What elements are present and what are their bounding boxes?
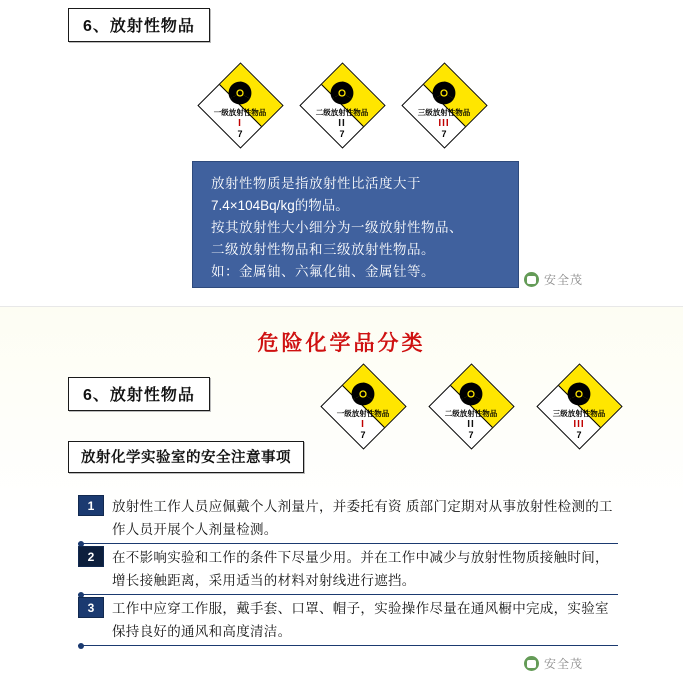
item-text: 放射性工作人员应佩戴个人剂量片，并委托有资 质部门定期对从事放射性检测的工作人员开展个人剂量检测。 [112, 499, 613, 537]
sign-roman: I [238, 118, 242, 129]
sign-roman: III [438, 118, 450, 129]
sign-label: 三级放射性物品 [417, 108, 471, 117]
definition-line-3: 按其放射性大小细分为一级放射性物品、 [211, 220, 463, 235]
sign-number: 7 [339, 129, 345, 139]
safety-notes-list [78, 495, 618, 648]
radioactive-trefoil-icon [566, 381, 592, 407]
sign-number: 7 [360, 430, 366, 440]
page-title: 危险化学品分类 [257, 332, 426, 355]
definition-box [192, 161, 519, 288]
radioactive-sign-level-3-b [536, 363, 622, 449]
sign-roman: I [361, 419, 365, 430]
watermark-logo-icon [524, 656, 539, 671]
radioactive-trefoil-icon [329, 80, 355, 106]
sign-content [402, 63, 486, 147]
section-heading-bottom: 6、放射性物品 [68, 377, 210, 411]
top-panel [0, 0, 683, 307]
definition-line-5: 如：金属铀、六氟化铀、金属钍等。 [211, 264, 435, 279]
item-divider [78, 594, 618, 595]
item-number-badge: 3 [78, 597, 104, 618]
list-item [78, 495, 618, 544]
item-text: 在不影响实验和工作的条件下尽量少用。并在工作中减少与放射性物质接触时间，增长接触距离，采用适当的材料对射线进行遮挡。 [112, 550, 609, 588]
watermark-top [524, 271, 583, 288]
sign-number: 7 [441, 129, 447, 139]
item-divider [78, 645, 618, 646]
sub-heading: 放射化学实验室的安全注意事项 [68, 441, 304, 473]
bottom-panel [0, 307, 683, 687]
sign-roman: III [573, 419, 585, 430]
sign-content [300, 63, 384, 147]
item-number-badge: 1 [78, 495, 104, 516]
item-number-badge: 2 [78, 546, 104, 567]
sign-label: 一级放射性物品 [213, 108, 267, 117]
sign-number: 7 [468, 430, 474, 440]
definition-line-4: 二级放射性物品和三级放射性物品。 [211, 242, 435, 257]
sign-roman: II [467, 419, 475, 430]
watermark-bottom [524, 655, 583, 672]
sign-label: 一级放射性物品 [336, 409, 390, 418]
watermark-text: 安全茂 [544, 657, 584, 671]
sign-roman: II [338, 118, 346, 129]
radioactive-trefoil-icon [227, 80, 253, 106]
list-item [78, 597, 618, 646]
section-heading-top: 6、放射性物品 [68, 8, 210, 42]
radioactive-sign-level-1-b [320, 363, 406, 449]
sign-number: 7 [576, 430, 582, 440]
item-text: 工作中应穿工作服，戴手套、口罩、帽子，实验操作尽量在通风橱中完成，实验室保持良好的通风和高度清洁。 [112, 601, 609, 639]
item-divider [78, 543, 618, 544]
sign-content [198, 63, 282, 147]
definition-line-1: 放射性物质是指放射性比活度大于 [211, 176, 421, 191]
radioactive-sign-level-2-b [428, 363, 514, 449]
radioactive-trefoil-icon [458, 381, 484, 407]
radioactive-sign-level-2 [299, 62, 385, 148]
radioactive-sign-level-1 [197, 62, 283, 148]
definition-line-2: 7.4×104Bq/kg的物品。 [211, 198, 349, 213]
radioactive-sign-level-3 [401, 62, 487, 148]
list-item [78, 546, 618, 595]
radioactive-trefoil-icon [431, 80, 457, 106]
sign-content [537, 364, 621, 448]
sign-number: 7 [237, 129, 243, 139]
watermark-text: 安全茂 [544, 273, 584, 287]
watermark-logo-icon [524, 272, 539, 287]
radioactive-trefoil-icon [350, 381, 376, 407]
sign-label: 二级放射性物品 [315, 108, 369, 117]
sign-label: 三级放射性物品 [552, 409, 606, 418]
sign-content [321, 364, 405, 448]
sign-label: 二级放射性物品 [444, 409, 498, 418]
sign-content [429, 364, 513, 448]
